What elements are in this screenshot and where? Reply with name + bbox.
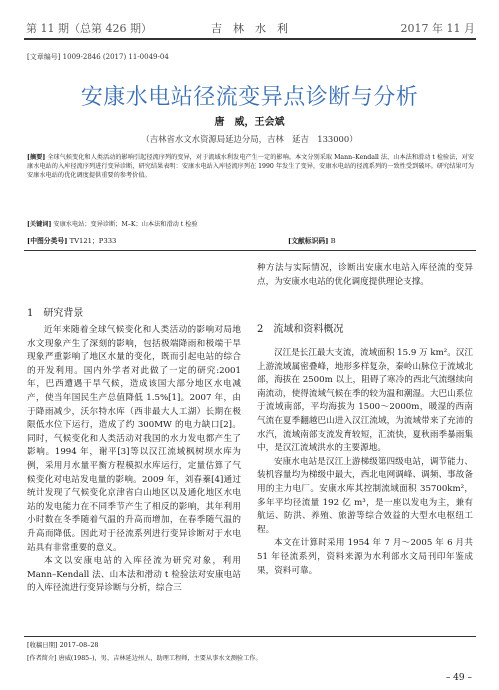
- section-1-body: [27, 324, 241, 596]
- page-number: – 49 –: [445, 673, 472, 683]
- section-2-heading: 2 流域和资料概况: [257, 324, 344, 335]
- paragraph: 安康水电站是汉江上游梯级第四级电站，调节能力、装机容量均为梯级中最大，西北电网调峰、调频、事故备用的主力电厂。安康水库其控制流域面积 35700km²，多年平均径流量 192 亿 m³，是一座以发电为主，兼有航运、防洪、养殖、旅游等综合效益的大型水电枢纽工程。: [257, 456, 473, 535]
- abstract: [27, 154, 474, 181]
- footnote-rule: [24, 636, 476, 637]
- document-code: [288, 235, 336, 245]
- section-1-heading: 1 研究背景: [27, 308, 84, 319]
- section-2-body: [257, 347, 473, 578]
- paragraph: 本文以安康电站的入库径流为研究对象，利用 Mann–Kendall 法、山本法和滑动 t 检验法对安康电站的入库径流进行变异诊断与分析，综合三: [27, 556, 241, 594]
- paragraph: 本文在计算时采用 1954 年 7 月～2005 年 6 月共 51 年径流系列，资料来源为水利部水文局刊印年鉴成果，资料可靠。: [257, 538, 473, 576]
- right-intro: 种方法与实际情况，诊断出安康水电站入库径流的变异点，为安康水电站的优化调度提供理论支撑。: [257, 263, 473, 287]
- document-code-label: [文献标识码]: [288, 237, 329, 245]
- running-header-date: 2017 年 11 月: [400, 22, 475, 35]
- abstract-label: [摘要]: [27, 154, 46, 161]
- running-header-journal: 吉 林 水 利: [211, 22, 288, 35]
- footnote-author-bio: [作者简介] 唐威(1985–)，男，吉林延边州人，助理工程师，主要从事水文测验工作。: [27, 655, 262, 662]
- running-header-issue: 第 11 期（总第 426 期）: [26, 22, 152, 35]
- affiliation: （吉林省水文水资源局延边分局，吉林 延吉 133000）: [141, 134, 358, 144]
- classification-label: [中图分类号]: [27, 237, 68, 245]
- paragraph: 近年来随着全球气候变化和人类活动的影响对局地水文现象产生了深刻的影响，包括极端降雨和极端干旱现象严重影响了地区水量的变化，既而引起电站的综合的开发利用。国内外学者对此做了一定的研究:2001 年，巴西遭遇干旱气候，造成该国大部分地区水电减产，使当年国民生产总值降低 1.5%[1]。2007 年，由于降雨减少，沃尔特水库（西非最大人工湖）长期在极限低水位下运行，造成了约 300MW 的电力缺口[2]。同时，气候变化和人类活动对我国的水力发电都产生了影响。1994 年，谢平[3]等以汉江流域枫树坝水库为例，采用月水量平衡方程模拟水库运行，定量估算了气候变化对电站发电量的影响。2009 年，刘春蓁[4]通过统计发现了气候变化京津省白山地区以及通化地区水电站的发电能力在不同季节产生了相反的影响，其年利用小时数在冬季随着气温的升高而增加，在春季随气温的升高而降低。因此对于径流系列进行变异诊断对于水电站具有非常重要的意义。: [27, 325, 241, 553]
- header-rule: [24, 38, 476, 40]
- keywords-text: 安康水电站；变异诊断；M–K；山本法和滑动 t 检验: [53, 221, 198, 228]
- document-code-text: B: [330, 237, 336, 245]
- page-title: 安康水电站径流变异点诊断与分析: [80, 85, 419, 110]
- classification: [27, 235, 116, 245]
- keywords-label: [关键词]: [27, 221, 52, 228]
- classification-text: TV121；P333: [69, 237, 117, 245]
- footnote-received: [收稿日期] 2017–08–28: [27, 641, 99, 649]
- paragraph: 汉江是长江最大支流，流域面积 15.9 万 km²。汉江上游流域属密叠峰，地形多样复杂，秦岭山脉位于流域北部，海拔在 2500m 以上，阻碍了寒冷的西北气流继续向南流动，使得流域气候在季的较为温和潮湿。大巴山系位于流域南部，平均海拔为 1500～2000m，暖湿的西南气流在夏季翻越巴山进入汉江流域，为流域带来了充沛的水汽，流域南部支流发育较短，汇流快，夏秋雨季暴雨集中，是汉江流域洪水的主要源地。: [257, 348, 473, 454]
- authors: 唐 威，王会斌: [214, 117, 285, 128]
- abstract-text: 全球气候变化和人类活动的影响引起径流序列的变异，对于流域水利发电产生一定的影响。本文分别采取 Mann–Kendall 法、山本法和滑动 t 检验法，对安康水电站的入库径流序列进行变异诊断，研究结果表明：安康水电站入库径流序列在 1990 年发生了变异，安康水电站的径流系列的一致性受到破坏。研究结果可为安康水电站的优化调度提供重要的参考价值。: [27, 154, 475, 179]
- abstract-rule: [24, 250, 476, 251]
- article-code: [文章编号] 1009-2846 (2017) 11-0049-04: [27, 53, 169, 61]
- keywords: [27, 221, 474, 230]
